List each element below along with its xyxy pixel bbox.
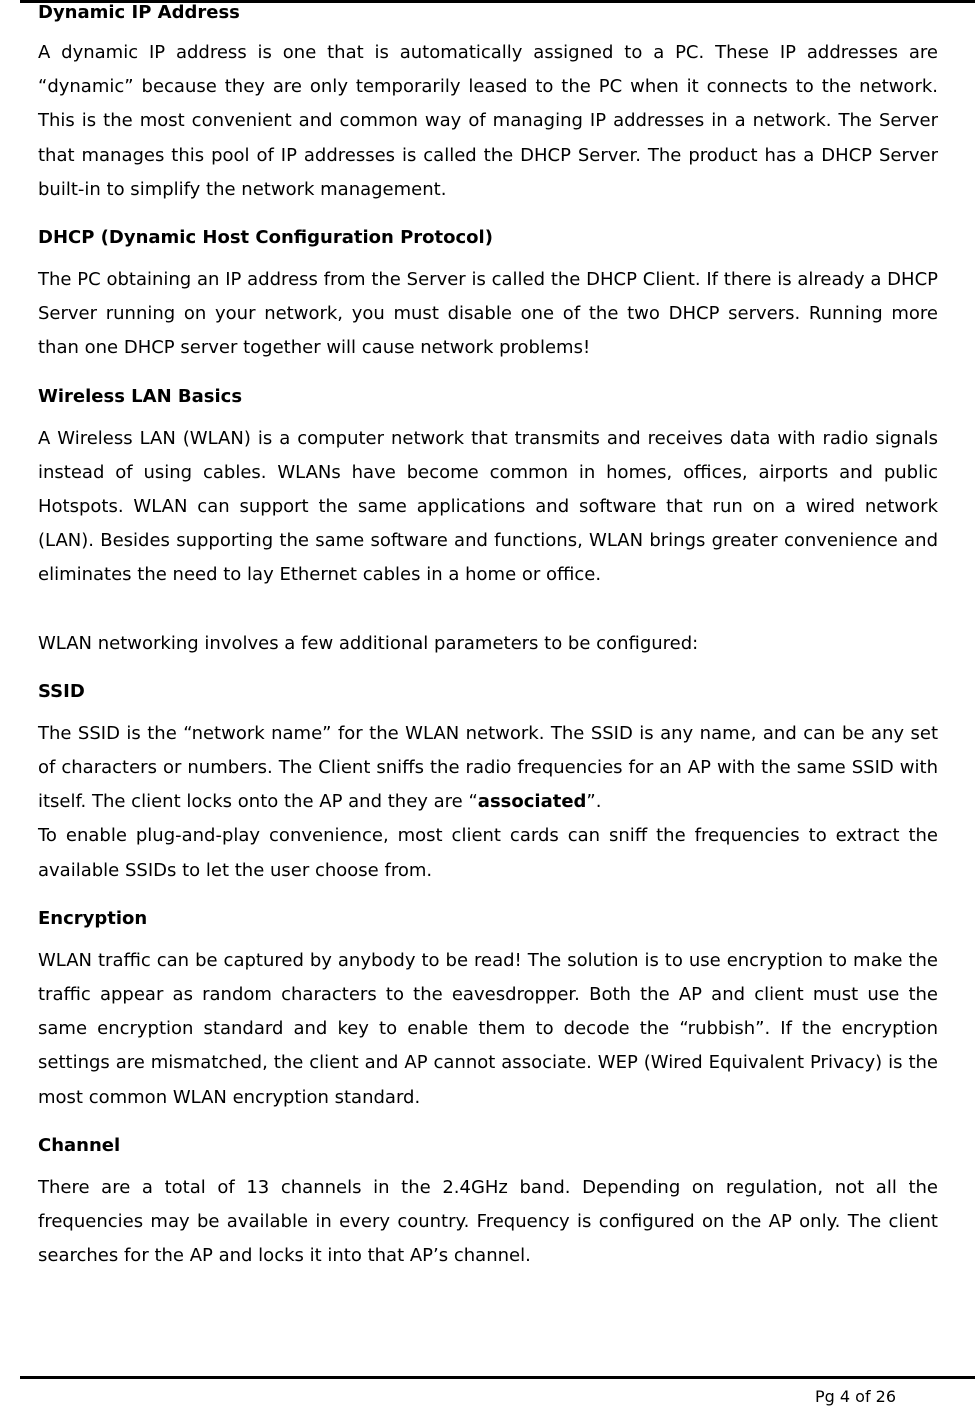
- dynamic-ip-paragraph: A dynamic IP address is one that is automatically assigned to a PC. These IP addresses are “dynamic” because they are only temporarily leased to the PC when it connects to the network. This is the most convenient and common way of managing IP addresses in a network. The Server that manages this pool of IP addresses is called the DHCP Server. The product has a DHCP Server built-in to simplify the network management.: [38, 42, 938, 200]
- dynamic-ip-heading: Dynamic IP Address: [38, 2, 240, 23]
- encryption-paragraph: WLAN traffic can be captured by anybody to be read! The solution is to use encryption to make the traffic appear as random characters to the eavesdropper. Both the AP and client must use the same encryption standard and key to enable them to decode the “rubbish”. If the encryption settings are mismatched, the client and AP cannot associate. WEP (Wired Equivalent Privacy) is the most common WLAN encryption standard.: [38, 949, 938, 1108]
- channel-heading: Channel: [38, 1134, 121, 1156]
- wlan-basics-heading: Wireless LAN Basics: [38, 385, 243, 407]
- channel-paragraph: There are a total of 13 channels in the 2.4GHz band. Depending on regulation, not all the frequencies may be available in every country. Frequency is configured on the AP only. The client searches for the AP and locks it into that AP’s channel.: [38, 1176, 938, 1267]
- wlan-params-intro: WLAN networking involves a few additional parameters to be configured:: [38, 632, 699, 654]
- dhcp-paragraph: The PC obtaining an IP address from the Server is called the DHCP Client. If there is already a DHCP Server running on your network, you must disable one of the two DHCP servers. Running more than one DHCP server together will cause network problems!: [38, 269, 938, 359]
- encryption-heading: Encryption: [38, 907, 148, 929]
- ssid-paragraph: [38, 717, 938, 820]
- ssid-paragraph-2: To enable plug-and-play convenience, most client cards can sniff the frequencies to extract the available SSIDs to let the user choose from.: [38, 825, 938, 881]
- associated-term: associated: [477, 791, 587, 813]
- ssid-text-part2: ”.: [586, 791, 602, 813]
- dhcp-heading: DHCP (Dynamic Host Configuration Protocol): [38, 227, 493, 249]
- document-body: [38, 0, 938, 1273]
- bottom-rule: [20, 1376, 975, 1379]
- wlan-basics-paragraph: A Wireless LAN (WLAN) is a computer network that transmits and receives data with radio signals instead of using cables. WLANs have become common in homes, offices, airports and public Hotspots. WLAN can support the same applications and software that run on a wired network (LAN). Besides supporting the same software and functions, WLAN brings greater convenience and eliminates the need to lay Ethernet cables in a home or office.: [38, 427, 938, 586]
- page-number: Pg 4 of 26: [815, 1387, 897, 1406]
- ssid-text-part1: The SSID is the “network name” for the WLAN network. The SSID is any name, and can be any set of characters or numbers. The Client sniffs the radio frequencies for an AP with the same SSID with itself. The client locks onto the AP and they are “: [38, 722, 938, 813]
- ssid-heading: SSID: [38, 680, 85, 702]
